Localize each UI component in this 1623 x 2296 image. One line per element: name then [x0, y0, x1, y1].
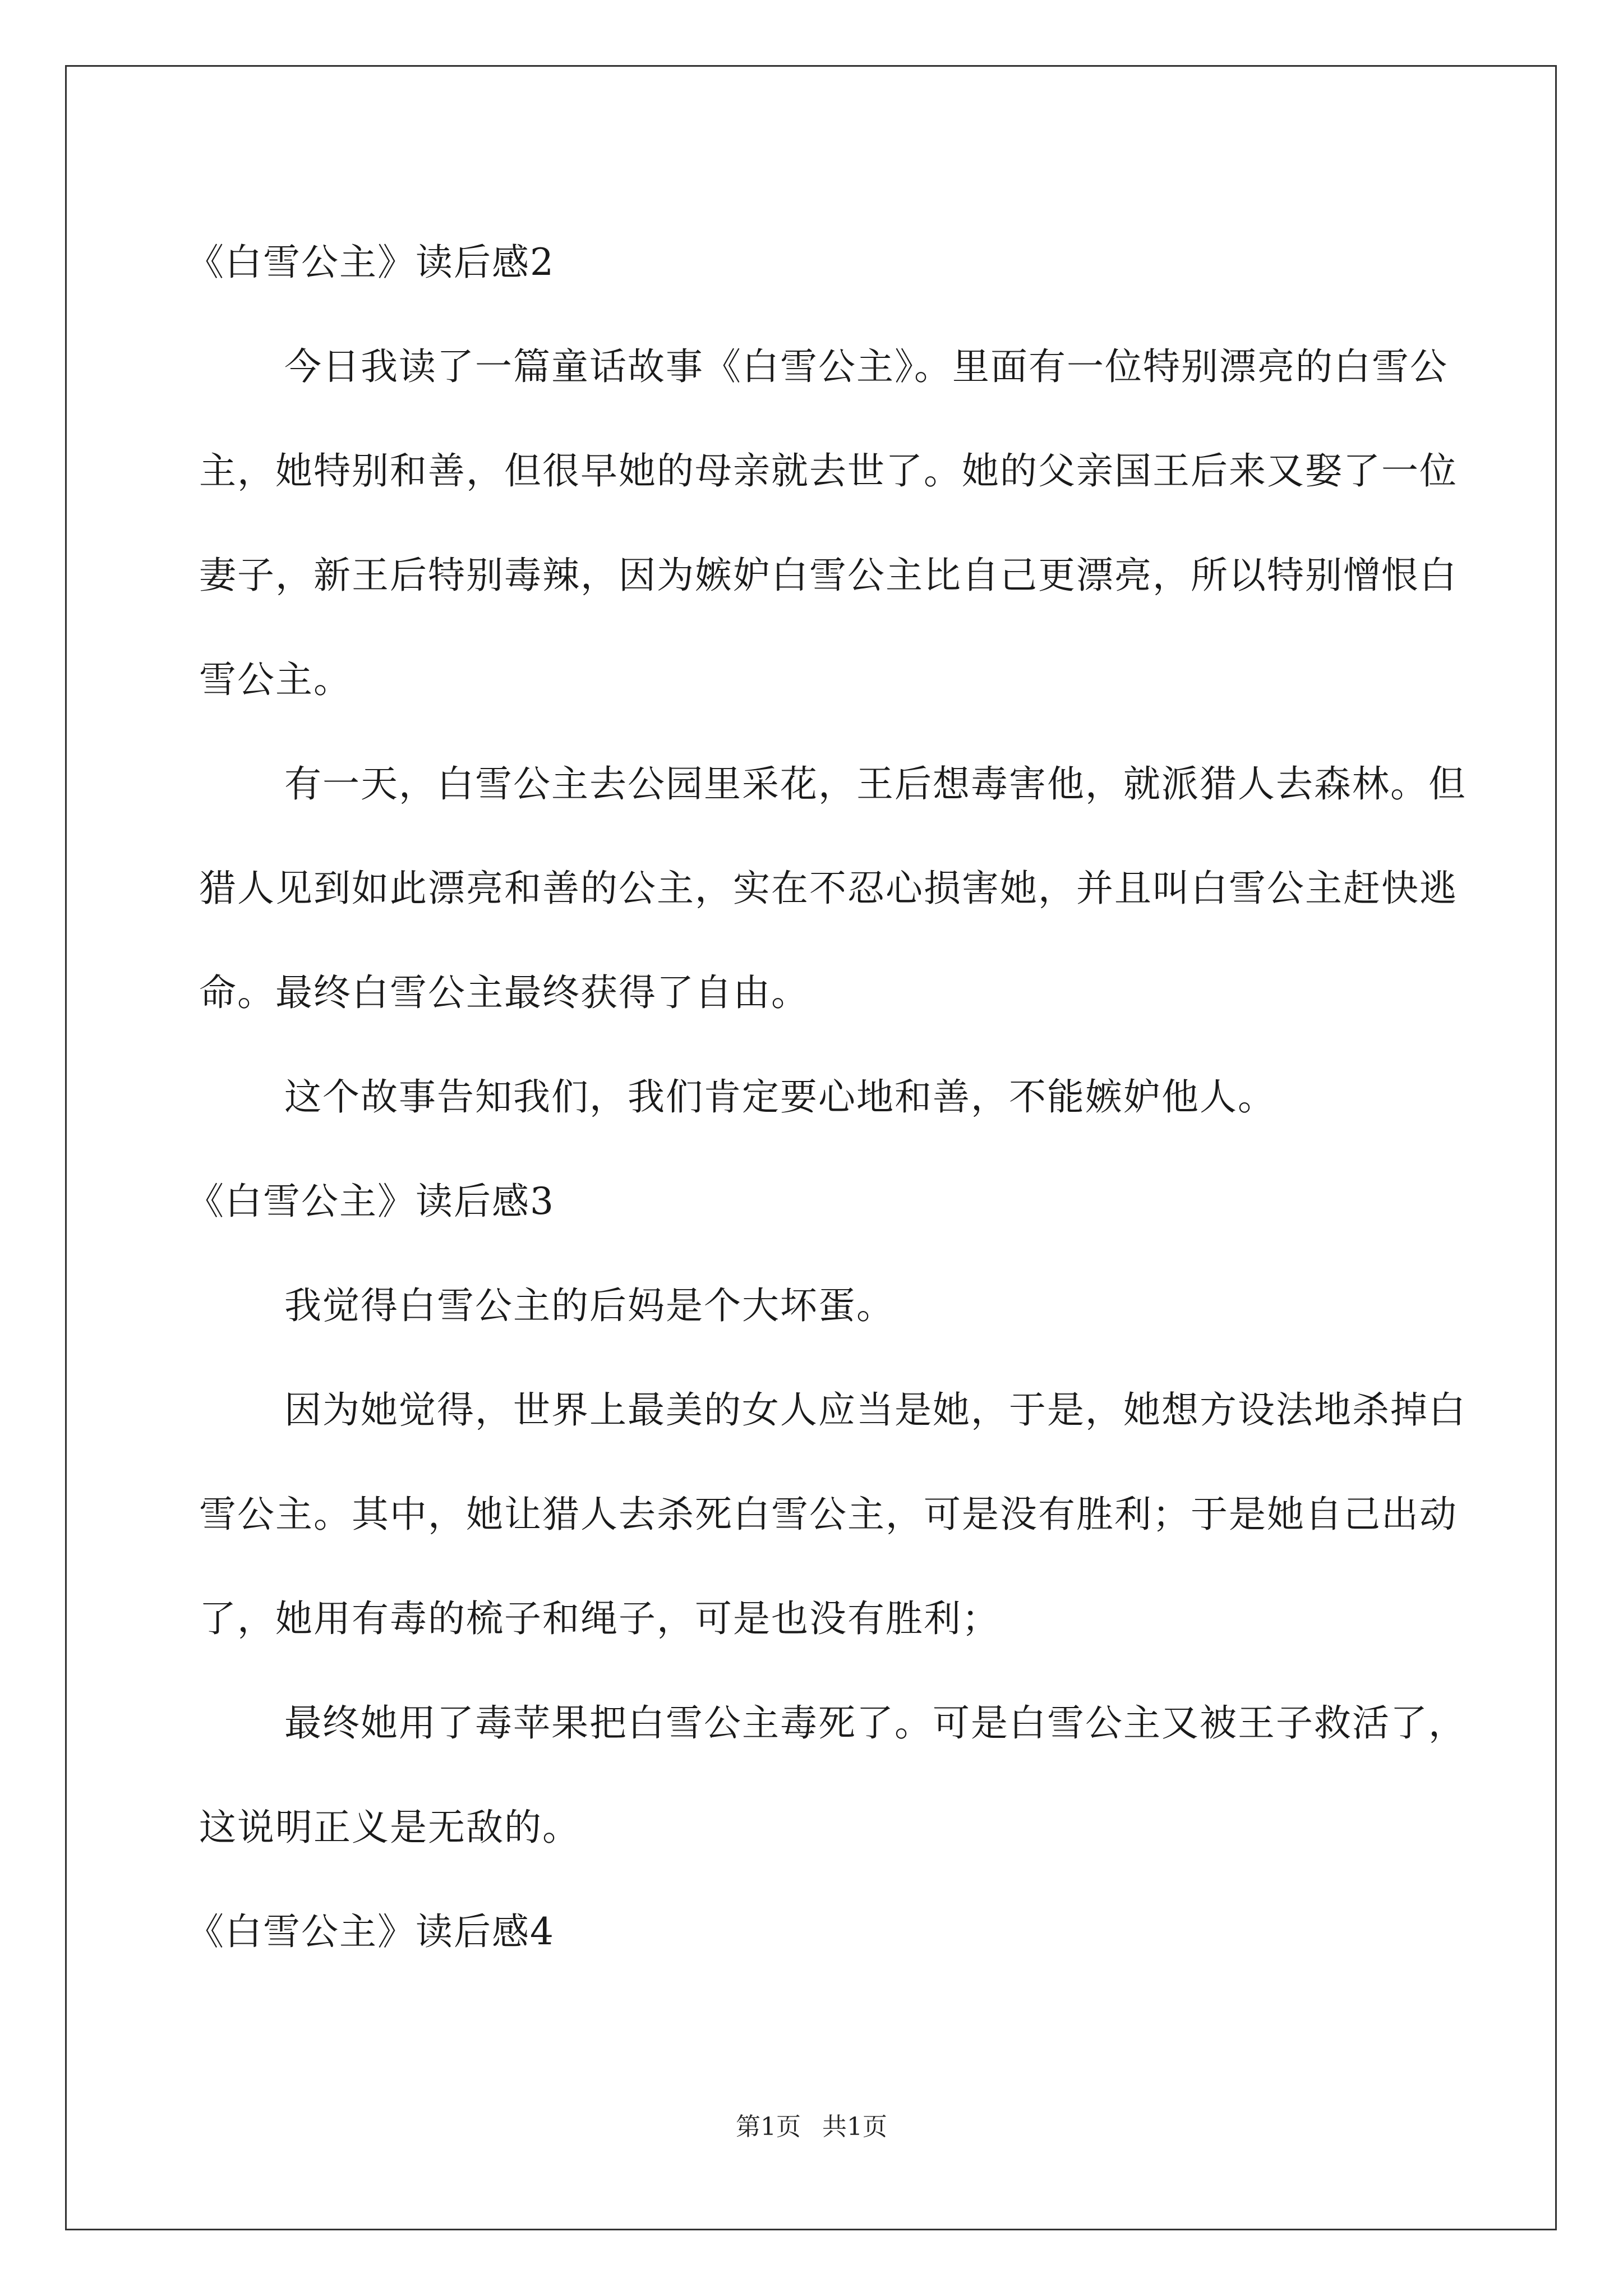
document-body: [187, 210, 1469, 1984]
paragraph: 我觉得白雪公主的后妈是个大坏蛋。: [284, 1284, 895, 1327]
paragraph: 这个故事告知我们，我们肯定要心地和善，不能嫉妒他人。: [284, 1075, 1276, 1119]
paragraph: 因为她觉得，世界上最美的女人应当是她，于是，她想方设法地杀掉白雪公主。其中，她让猎人去杀死白雪公主，可是没有胜利；于是她自己出动了，她用有毒的梳子和绳子，可是也没有胜利；: [199, 1388, 1467, 1640]
section-heading: 《白雪公主》读后感3: [187, 1180, 555, 1223]
page-total: 共1页: [822, 2113, 887, 2141]
paragraph: 今日我读了一篇童话故事《白雪公主》。里面有一位特别漂亮的白雪公主，她特别和善，但很早她的母亲就去世了。她的父亲国王后来又娶了一位妻子，新王后特别毒辣，因为嫉妒白雪公主比自己更漂亮，所以特别憎恨白雪公主。: [199, 345, 1458, 701]
page-number: 第1页: [736, 2113, 801, 2141]
section-heading: 《白雪公主》读后感4: [187, 1910, 555, 1953]
page-footer: [0, 2110, 1623, 2144]
section-heading: 《白雪公主》读后感2: [187, 241, 555, 284]
paragraph: 有一天，白雪公主去公园里采花，王后想毒害他，就派猎人去森林。但猎人见到如此漂亮和善的公主，实在不忍心损害她，并且叫白雪公主赶快逃命。最终白雪公主最终获得了自由。: [199, 762, 1467, 1014]
paragraph: 最终她用了毒苹果把白雪公主毒死了。可是白雪公主又被王子救活了，这说明正义是无敌的。: [199, 1701, 1467, 1849]
